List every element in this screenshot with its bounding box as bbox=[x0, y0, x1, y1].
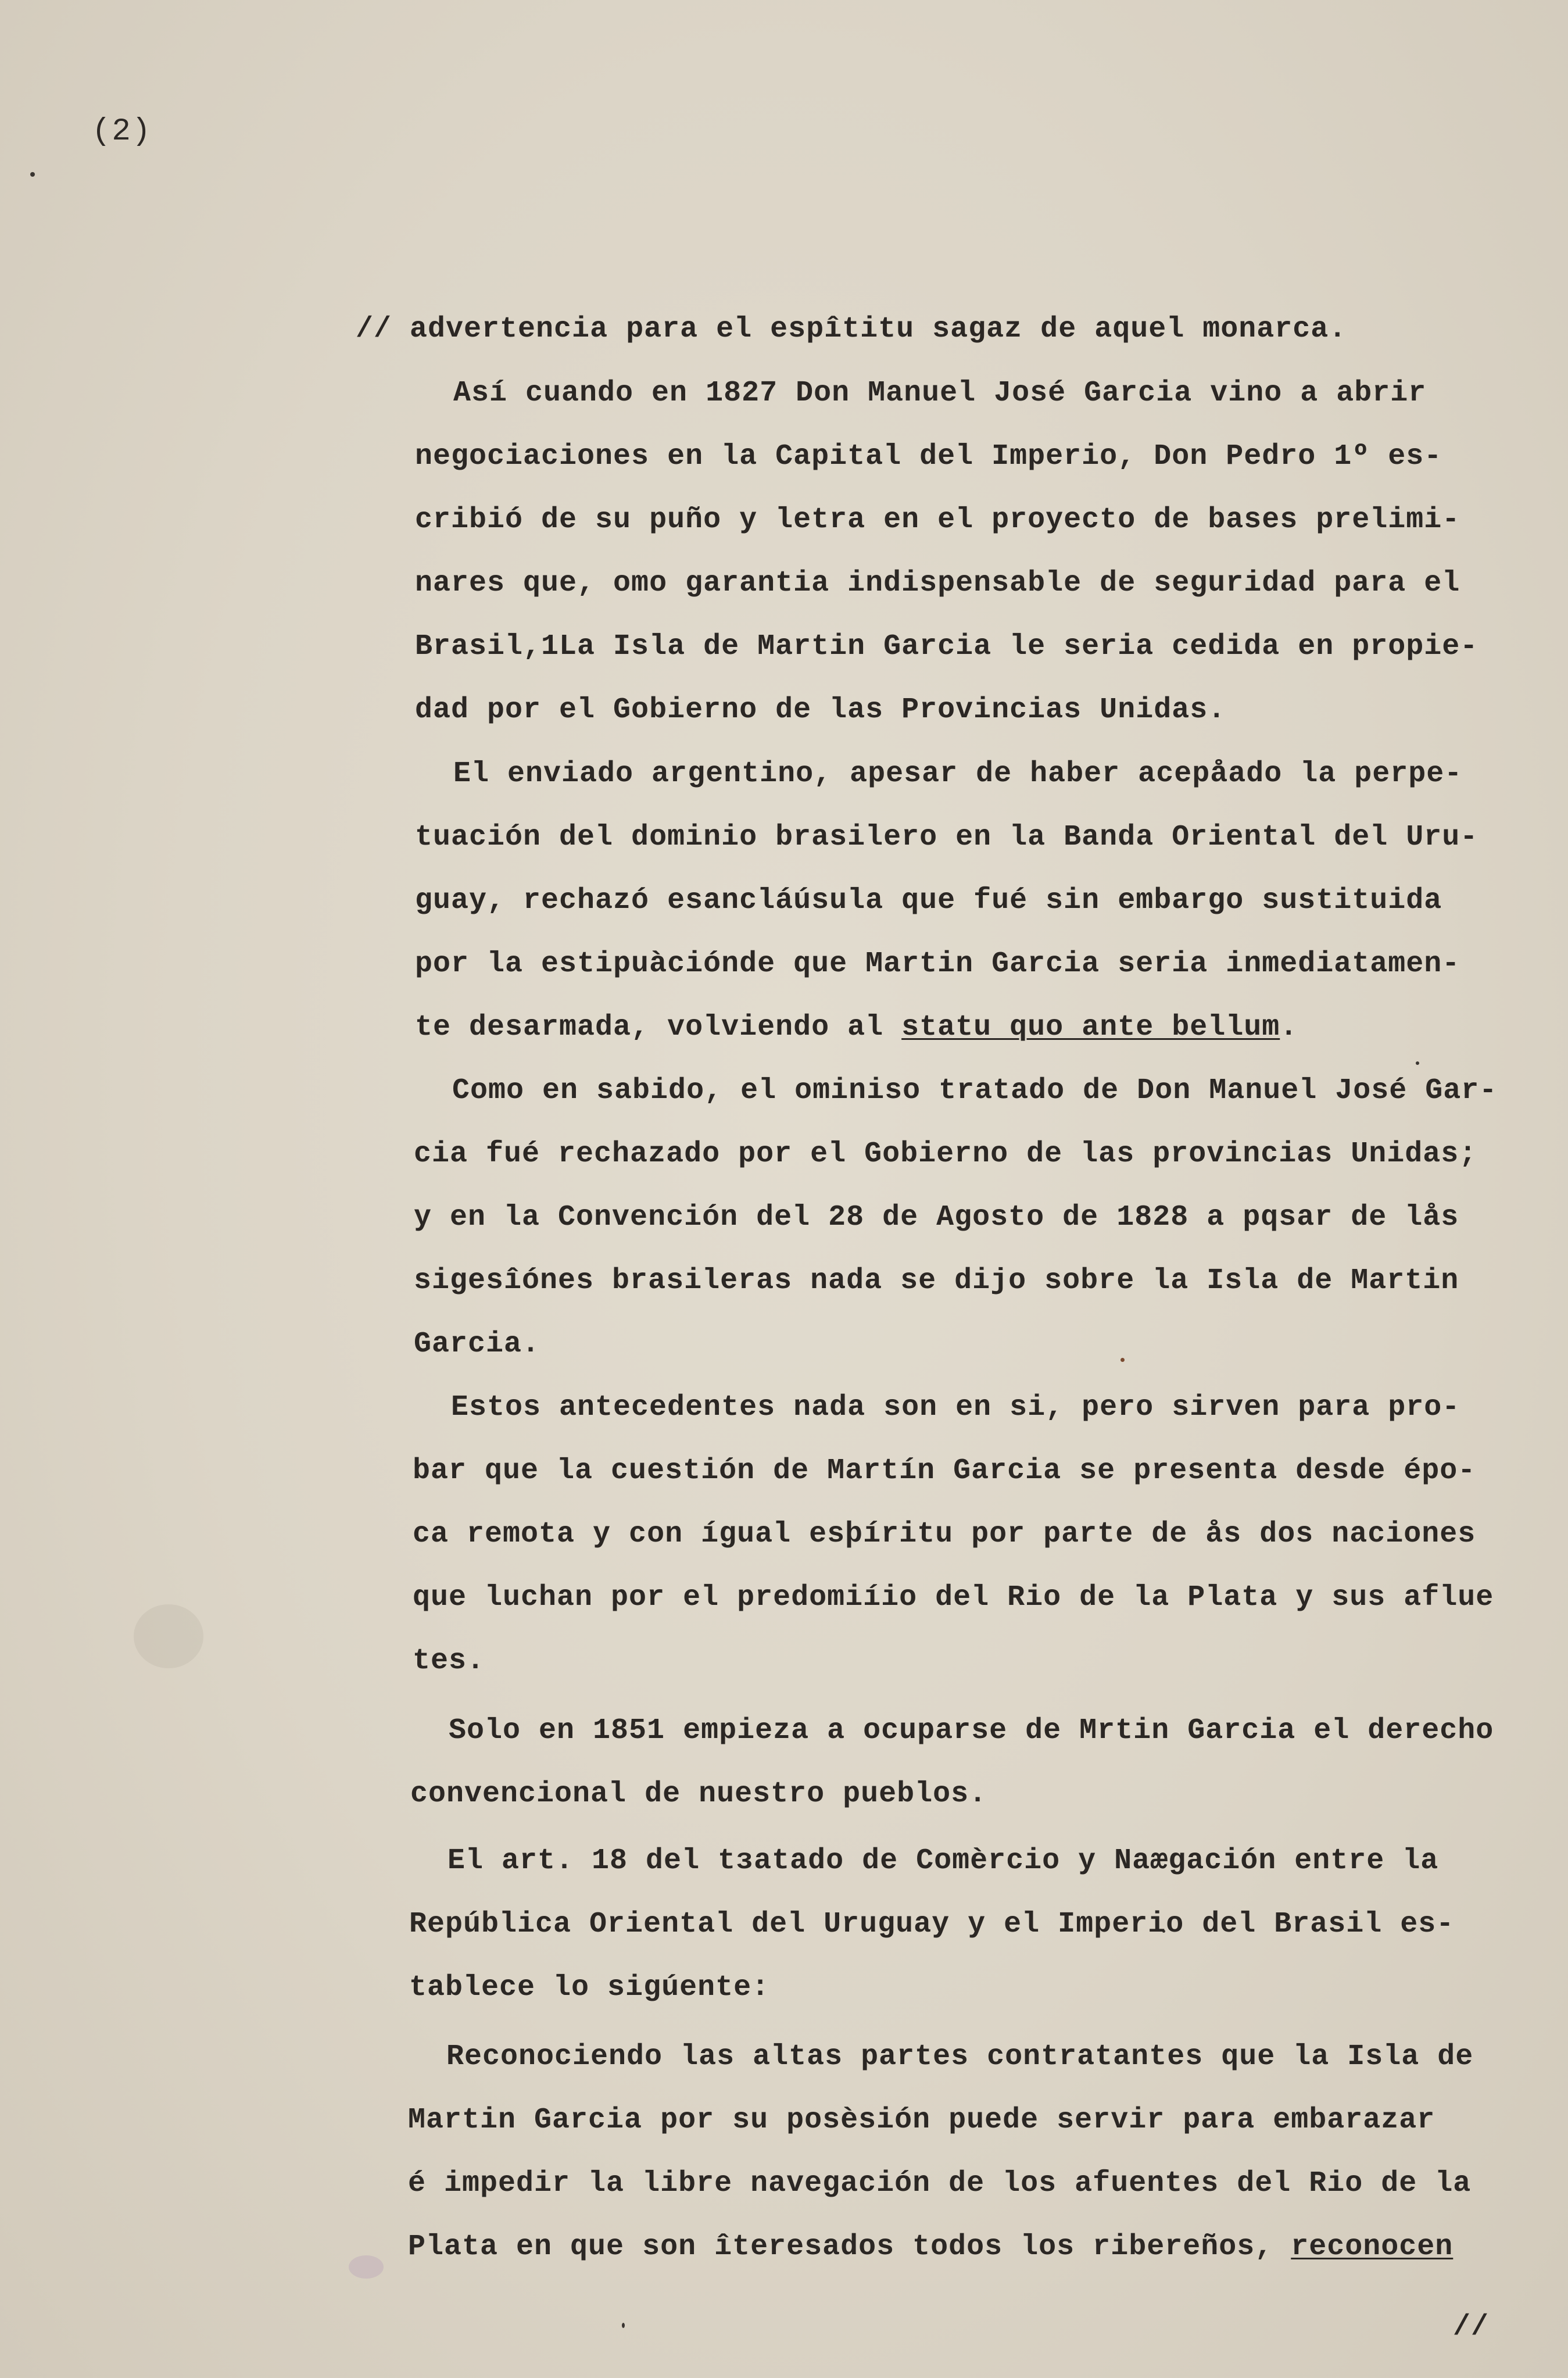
continuation-mark: // bbox=[1453, 2311, 1490, 2344]
text-line: negociaciones en la Capital del Imperio, Don Pedro 1º es- bbox=[415, 440, 1442, 473]
underlined-word: reconocen bbox=[1291, 2230, 1454, 2263]
text-line: é impedir la libre navegación de los afuentes del Rio de la bbox=[408, 2167, 1472, 2200]
text-line: cia fué rechazado por el Gobierno de las provincias Unidas; bbox=[414, 1138, 1477, 1171]
text-line: Brasil,1La Isla de Martin Garcia le seria cedida en propie- bbox=[415, 630, 1478, 663]
text-line: tes. bbox=[413, 1644, 485, 1678]
text-line: convencional de nuestro pueblos. bbox=[410, 1778, 987, 1811]
text-line: sigesîónes brasileras nada se dijo sobre la Isla de Martin bbox=[414, 1264, 1459, 1297]
text-line: cribió de su puño y letra en el proyecto de bases prelimi- bbox=[415, 503, 1460, 537]
text-line: El enviado argentino, apesar de haber acepåado la perpe- bbox=[453, 757, 1463, 791]
text-line: por la estipuàcióndе que Martin Garcia seria inmediatamen- bbox=[415, 947, 1460, 981]
text-line: ca remota y con ígual esþíritu por parte de ås dos naciones bbox=[413, 1518, 1476, 1551]
text-line: Reconociendo las altas partes contratantes que la Isla de bbox=[446, 2040, 1474, 2073]
page-number: (2) bbox=[92, 114, 152, 149]
text-line: Plata en que son îteresados todos los ribereños, reconocen bbox=[408, 2230, 1454, 2263]
underlined-phrase: statu quo ante bellum bbox=[901, 1011, 1280, 1044]
text-line: y en la Convención del 28 de Agosto de 1828 a pqsar de lås bbox=[414, 1201, 1459, 1234]
text-line: guay, rechazó esancláúsula que fué sin embargo sustituida bbox=[415, 884, 1442, 917]
text-line: que luchan por el predomiíio del Rio de la Plata y sus aflue bbox=[413, 1581, 1494, 1614]
text-line: tablece lo sigúente: bbox=[409, 1971, 770, 2004]
text-line: Martin Garcia por su posèsión puede servir para embarazar bbox=[408, 2104, 1435, 2137]
text-line: bar que la cuestión de Martín Garcia se presenta desde épo- bbox=[413, 1454, 1476, 1487]
text-line: Así cuando en 1827 Don Manuel José Garcia vino a abrir bbox=[453, 377, 1427, 410]
text-line: República Oriental del Uruguay y el Imperio del Brasil es- bbox=[409, 1908, 1455, 1941]
text-line: El art. 18 del tзatado de Comèrcio y Naægación entre la bbox=[448, 1844, 1439, 1878]
text-line: nares que, omo garantia indispensable de seguridad para el bbox=[415, 567, 1460, 600]
text-line: Estos antecedentes nada son en si, pero sirven para pro- bbox=[451, 1391, 1460, 1424]
text-line: Solo en 1851 empieza a ocuparse de Mrtin Garcia el derecho bbox=[449, 1714, 1494, 1747]
text-line: tuación del dominio brasilero en la Banda Oriental del Uru- bbox=[415, 821, 1478, 854]
text-line: Como en sabido, el ominiso tratado de Don Manuel José Gar- bbox=[452, 1074, 1498, 1107]
text-line: te desarmada, volviendo al statu quo ante bellum. bbox=[415, 1011, 1298, 1044]
text-line: Garcia. bbox=[414, 1328, 540, 1361]
text-line: // advertencia para el espîtitu sagaz de aquel monarca. bbox=[356, 313, 1347, 346]
text-line: dad por el Gobierno de las Provincias Unidas. bbox=[415, 693, 1226, 727]
